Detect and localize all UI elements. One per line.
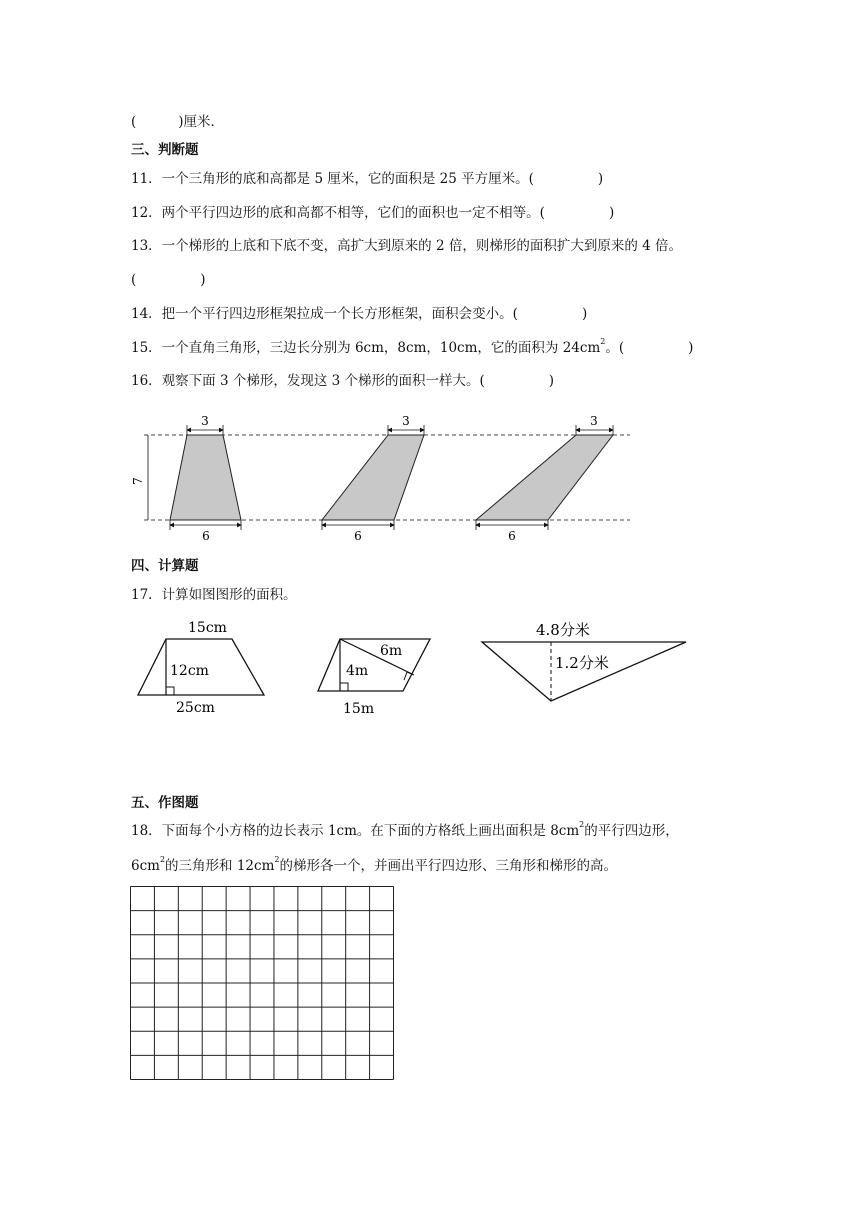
triangle-height-label: 1.2分米 bbox=[555, 654, 609, 672]
question-11: 11．一个三角形的底和高都是 5 厘米，它的面积是 25 平方厘米。( ) bbox=[131, 171, 604, 187]
trapezoid-2 bbox=[322, 435, 424, 520]
figure-17-triangle bbox=[476, 615, 691, 710]
question-17: 17．计算如图图形的面积。 bbox=[131, 587, 297, 603]
trapezoid-bottom-label: 25cm bbox=[176, 700, 215, 716]
triangle-base-label: 4.8分米 bbox=[536, 621, 590, 639]
question-14: 14．把一个平行四边形框架拉成一个长方形框架，面积会变小。( ) bbox=[131, 306, 588, 322]
trapezoid-1-bottom-label: 6 bbox=[202, 529, 210, 543]
parallelogram-slant-height-label: 6m bbox=[380, 643, 403, 659]
parallelogram-height-label: 4m bbox=[346, 663, 369, 679]
trapezoid-height-label: 12cm bbox=[170, 663, 209, 679]
question-16: 16．观察下面 3 个梯形，发现这 3 个梯形的面积一样大。( ) bbox=[131, 373, 555, 389]
square-grid-paper[interactable] bbox=[130, 886, 394, 1080]
height-label: 7 bbox=[131, 477, 145, 485]
question-12: 12．两个平行四边形的底和高都不相等，它们的面积也一定不相等。( ) bbox=[131, 205, 615, 221]
trapezoid-3-bottom-label: 6 bbox=[508, 529, 516, 543]
question-15: 15．一个直角三角形，三边长分别为 6cm，8cm，10cm，它的面积为 $24cm^2$。( ) bbox=[131, 337, 694, 356]
trapezoid-2-bottom-label: 6 bbox=[354, 529, 362, 543]
question-13: 13．一个梯形的上底和下底不变，高扩大到原来的 2 倍，则梯形的面积扩大到原来的 4 倍。 bbox=[131, 238, 683, 254]
figure-17-trapezoid bbox=[130, 615, 275, 720]
question-18-continued: $6cm^2$的三角形和 $12cm^2$的梯形各一个，并画出平行四边形、三角形和梯形的高。 bbox=[131, 855, 617, 874]
question-18: 18．下面每个小方格的边长表示 1cm。在下面的方格纸上画出面积是 $8cm^2$的平行四边形， bbox=[131, 820, 679, 839]
section-heading-calculation: 四、计算题 bbox=[131, 558, 199, 574]
question-13-answer: ( ) bbox=[131, 272, 206, 288]
trapezoid-1-top-label: 3 bbox=[201, 414, 209, 428]
figure-17-parallelogram bbox=[310, 625, 435, 720]
section-heading-judgement: 三、判断题 bbox=[131, 142, 199, 158]
parallelogram-base-label: 15m bbox=[343, 701, 375, 717]
trapezoid-3-top-label: 3 bbox=[590, 414, 598, 428]
trapezoid-2-top-label: 3 bbox=[402, 414, 410, 428]
trapezoid-1 bbox=[170, 435, 241, 520]
continuation-line: ( )厘米． bbox=[131, 114, 225, 130]
trapezoid-3 bbox=[476, 435, 613, 520]
trapezoid-top-label: 15cm bbox=[188, 620, 227, 636]
figure-three-trapezoids bbox=[130, 408, 640, 548]
section-heading-drawing: 五、作图题 bbox=[131, 795, 199, 811]
